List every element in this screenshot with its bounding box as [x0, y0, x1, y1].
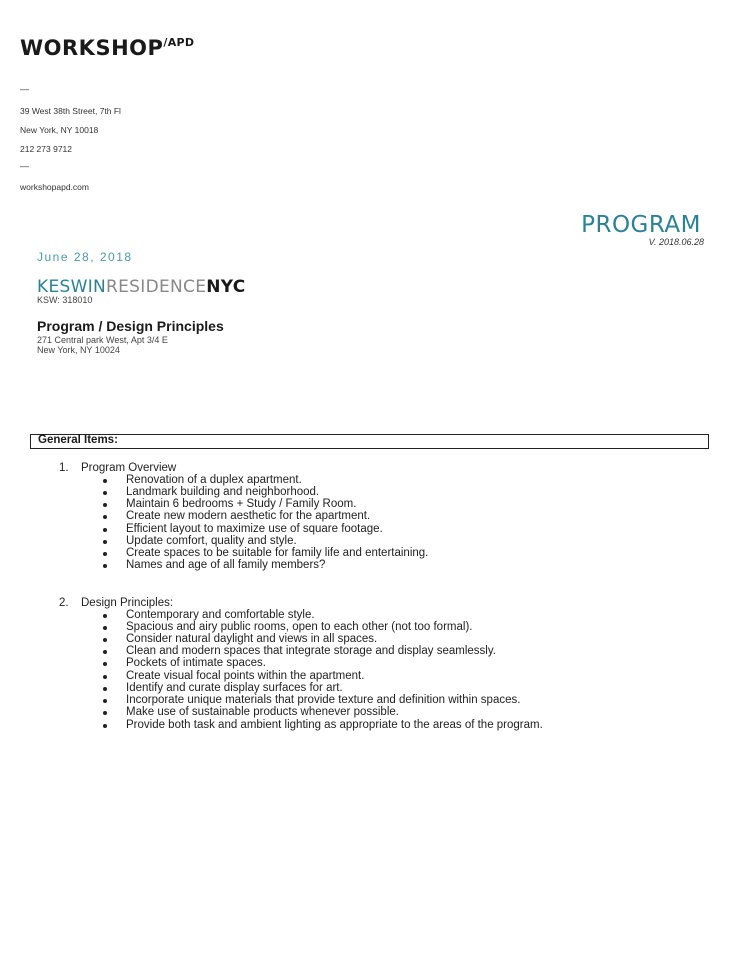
bullet-icon — [103, 552, 107, 556]
list-item: Efficient layout to maximize use of square footage. — [126, 523, 383, 535]
item-number: 1. — [59, 462, 69, 474]
company-address-line1: 39 West 38th Street, 7th Fl — [20, 106, 121, 116]
bullet-icon — [103, 711, 107, 715]
list-item: Identify and curate display surfaces for art. — [126, 682, 343, 694]
list-item-heading — [59, 463, 176, 475]
divider-dash: — — [20, 84, 29, 94]
section-title: General Items: — [38, 434, 118, 446]
list-item: Spacious and airy public rooms, open to each other (not too formal). — [126, 621, 473, 633]
document-title: PROGRAM — [581, 212, 701, 238]
item-title: Program Overview — [81, 462, 177, 474]
list-item: Landmark building and neighborhood. — [126, 486, 320, 498]
list-item: Clean and modern spaces that integrate storage and display seamlessly. — [126, 645, 496, 657]
item-title: Design Principles: — [81, 597, 174, 609]
project-code: KSW: 318010 — [37, 295, 93, 305]
document-date: June 28, 2018 — [37, 250, 133, 264]
bullet-icon — [103, 614, 107, 618]
list-item: Contemporary and comfortable style. — [126, 609, 315, 621]
bullet-icon — [103, 564, 107, 568]
list-item: Renovation of a duplex apartment. — [126, 474, 302, 486]
list-item: Names and age of all family members? — [126, 559, 326, 571]
bullet-icon — [103, 662, 107, 666]
list-item: Make use of sustainable products whenever possible. — [126, 706, 399, 718]
list-item: Incorporate unique materials that provide texture and definition within spaces. — [126, 694, 521, 706]
bullet-icon — [103, 491, 107, 495]
company-website: workshopapd.com — [20, 182, 89, 192]
company-address-line2: New York, NY 10018 — [20, 125, 99, 135]
bullet-icon — [103, 540, 107, 544]
item-number: 2. — [59, 597, 69, 609]
site-address-line1: 271 Central park West, Apt 3/4 E — [37, 335, 168, 345]
bullet-icon — [103, 626, 107, 630]
bullet-icon — [103, 724, 107, 728]
logo-main-text: WORKSHOP — [20, 36, 164, 60]
section-header-box — [30, 434, 709, 449]
project-name-part2: RESIDENCE — [106, 277, 207, 297]
list-item: Update comfort, quality and style. — [126, 535, 297, 547]
bullet-icon — [103, 699, 107, 703]
list-item-heading — [59, 598, 173, 610]
divider-dash: — — [20, 161, 29, 171]
bullet-icon — [103, 675, 107, 679]
list-item: Create visual focal points within the apartment. — [126, 670, 365, 682]
list-item: Pockets of intimate spaces. — [126, 657, 266, 669]
list-item: Maintain 6 bedrooms + Study / Family Room. — [126, 498, 357, 510]
bullet-icon — [103, 687, 107, 691]
bullet-icon — [103, 528, 107, 532]
company-logo — [20, 38, 194, 59]
document-subtitle: Program / Design Principles — [37, 318, 224, 334]
bullet-icon — [103, 650, 107, 654]
project-name-part1: KESWIN — [37, 277, 107, 297]
project-name — [37, 279, 246, 296]
list-item: Create new modern aesthetic for the apartment. — [126, 510, 371, 522]
bullet-icon — [103, 479, 107, 483]
bullet-icon — [103, 515, 107, 519]
list-item: Create spaces to be suitable for family life and entertaining. — [126, 547, 429, 559]
site-address-line2: New York, NY 10024 — [37, 345, 120, 355]
project-name-part3: NYC — [206, 277, 246, 297]
bullet-icon — [103, 638, 107, 642]
list-item: Consider natural daylight and views in all spaces. — [126, 633, 378, 645]
company-phone: 212 273 9712 — [20, 144, 72, 154]
bullet-icon — [103, 503, 107, 507]
document-version: V. 2018.06.28 — [648, 237, 704, 247]
logo-suffix-text: /APD — [163, 36, 195, 49]
list-item: Provide both task and ambient lighting as appropriate to the areas of the program. — [126, 719, 543, 731]
